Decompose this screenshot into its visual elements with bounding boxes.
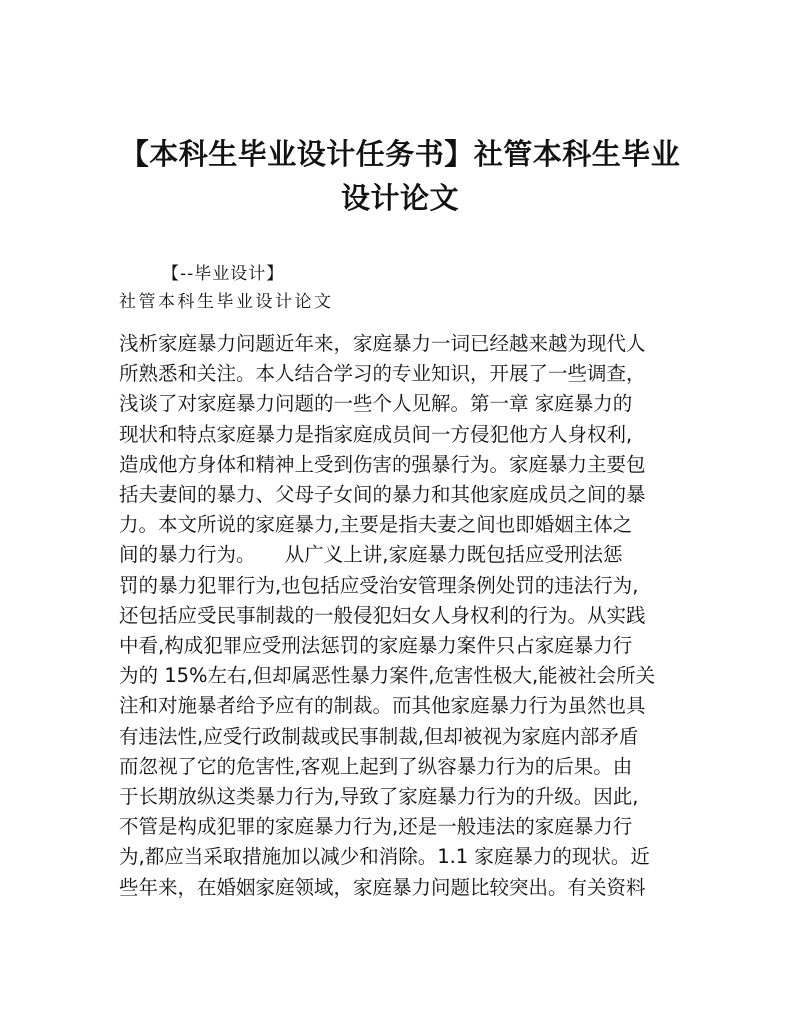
body-line: 有违法性,应受行政制裁或民事制裁,但却被视为家庭内部矛盾 (119, 724, 639, 748)
body-line: 些年来，在婚姻家庭领域，家庭暴力问题比较突出。有关资料 (119, 875, 646, 899)
body-line: 罚的暴力犯罪行为,也包括应受治安管理条例处罚的违法行为, (119, 573, 639, 597)
body-line: 中看,构成犯罪应受刑法惩罚的家庭暴力案件只占家庭暴力行 (119, 634, 633, 658)
body-line: 还包括应受民事制裁的一般侵犯妇女人身权利的行为。从实践 (119, 603, 646, 627)
body-line: 间的暴力行为。 从广义上讲,家庭暴力既包括应受刑法惩 (119, 543, 623, 567)
body-line: 现状和特点家庭暴力是指家庭成员间一方侵犯他方人身权利, (119, 422, 633, 446)
body-line: 浅析家庭暴力问题近年来，家庭暴力一词已经越来越为现代人 (119, 332, 646, 355)
body-line: 而忽视了它的危害性,客观上起到了纵容暴力行为的后果。由 (119, 754, 633, 778)
body-line: 为的 15%左右,但却属恶性暴力案件,危害性极大,能被社会所关 (119, 664, 656, 688)
body-line: 于长期放纵这类暴力行为,导致了家庭暴力行为的升级。因此, (119, 785, 639, 809)
category-label: 【--毕业设计】 (162, 264, 285, 284)
document-subtitle: 社管本科生毕业设计论文 (119, 292, 334, 312)
body-line: 所熟悉和关注。本人结合学习的专业知识，开展了一些调查， (119, 362, 646, 386)
body-line: 不管是构成犯罪的家庭暴力行为,还是一般违法的家庭暴力行 (119, 815, 633, 839)
body-line: 注和对施暴者给予应有的制裁。而其他家庭暴力行为虽然也具 (119, 694, 646, 718)
body-line: 浅谈了对家庭暴力问题的一些个人见解。第一章 家庭暴力的 (119, 392, 633, 416)
body-line: 为,都应当采取措施加以减少和消除。1.1 家庭暴力的现状。近 (119, 845, 650, 869)
title-line: 设计论文 (340, 181, 459, 215)
body-line: 括夫妻间的暴力、父母子女间的暴力和其他家庭成员之间的暴 (119, 483, 646, 507)
body-line: 力。本文所说的家庭暴力,主要是指夫妻之间也即婚姻主体之 (119, 513, 633, 537)
title-line: 【本科生毕业设计任务书】社管本科生毕业 (119, 137, 681, 171)
body-line: 造成他方身体和精神上受到伤害的强暴行为。家庭暴力主要包 (119, 452, 646, 476)
document-title (100, 132, 700, 220)
body-text (119, 329, 694, 903)
